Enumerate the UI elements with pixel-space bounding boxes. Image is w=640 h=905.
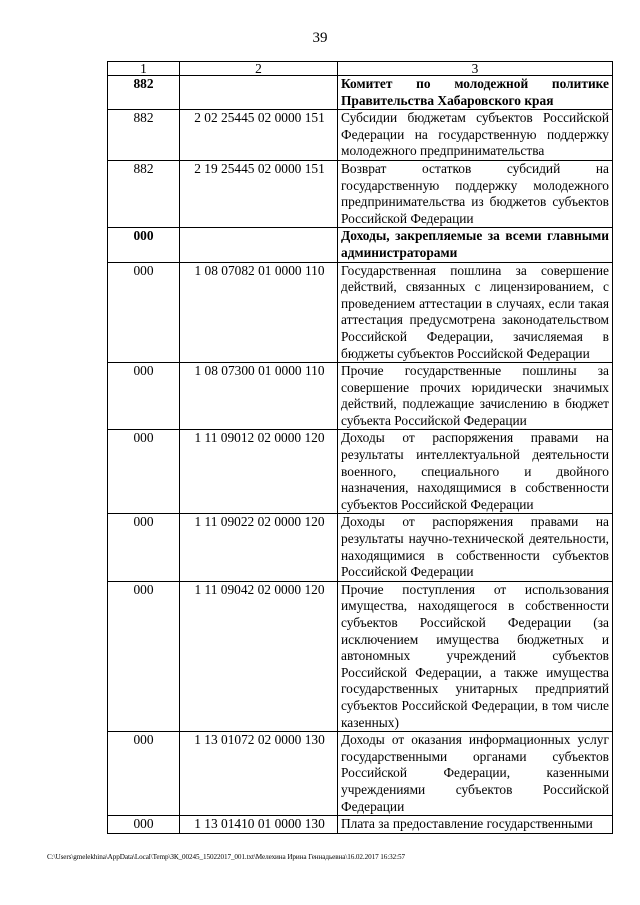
admin-code-cell: 000 [108, 363, 180, 430]
description-cell: Возврат остатков субсидий на государственную поддержку молодежного предпринимательства из бюджетов субъектов Российской Федерации [338, 160, 613, 227]
revenue-code-cell: 1 13 01072 02 0000 130 [180, 732, 338, 816]
revenue-code-cell: 1 08 07082 01 0000 110 [180, 262, 338, 363]
description-cell: Субсидии бюджетам субъектов Российской Федерации на государственную поддержку молодежного предпринимательства [338, 110, 613, 161]
description-cell: Доходы от распоряжения правами на результаты интеллектуальной деятельности военного, специального и двойного назначения, находящимися в собственности субъектов Российской Федерации [338, 430, 613, 514]
page-number: 39 [312, 30, 328, 46]
header-row [108, 62, 613, 76]
description-cell: Комитет по молодежной политике Правительства Хабаровского края [338, 76, 613, 110]
revenue-code-cell: 1 08 07300 01 0000 110 [180, 363, 338, 430]
table-row [108, 514, 613, 581]
revenue-codes-table [107, 61, 613, 834]
table-row [108, 76, 613, 110]
admin-code-cell: 000 [108, 514, 180, 581]
description-cell: Плата за предоставление государственными [338, 816, 613, 834]
file-path-footer: C:\Users\gmelekhina\AppData\Local\Temp\ЗК_00245_15022017_001.txt\Мелехина Ирина Геннадьевна\16.02.2017 16:32:57 [47, 853, 406, 861]
revenue-code-cell: 2 19 25445 02 0000 151 [180, 160, 338, 227]
column-header: 1 [108, 62, 180, 76]
revenue-code-cell: 2 02 25445 02 0000 151 [180, 110, 338, 161]
table-row [108, 262, 613, 363]
description-cell: Прочие поступления от использования имущества, находящегося в собственности субъектов Российской Федерации (за исключением имущества бюджетных и автономных учреждений субъектов Российской Федерации, а также имущества государственных унитарных предприятий субъектов Российской Федерации, в том числе казенных) [338, 581, 613, 731]
table-row [108, 430, 613, 514]
admin-code-cell: 000 [108, 262, 180, 363]
admin-code-cell: 000 [108, 816, 180, 834]
admin-code-cell: 882 [108, 76, 180, 110]
column-header: 3 [338, 62, 613, 76]
table-row [108, 816, 613, 834]
table-row [108, 228, 613, 262]
description-cell: Прочие государственные пошлины за совершение прочих юридически значимых действий, подлежащие зачислению в бюджет субъекта Российской Федерации [338, 363, 613, 430]
table-row [108, 160, 613, 227]
revenue-code-cell [180, 228, 338, 262]
description-cell: Государственная пошлина за совершение действий, связанных с лицензированием, с проведением аттестации в случаях, если такая аттестация предусмотрена законодательством Российской Федерации, зачисляемая в бюджеты субъектов Российской Федерации [338, 262, 613, 363]
description-cell: Доходы от оказания информационных услуг государственными органами субъектов Российской Федерации, казенными учреждениями субъектов Российской Федерации [338, 732, 613, 816]
table-row [108, 581, 613, 731]
column-header: 2 [180, 62, 338, 76]
revenue-code-cell: 1 13 01410 01 0000 130 [180, 816, 338, 834]
revenue-code-cell [180, 76, 338, 110]
table-row [108, 363, 613, 430]
description-cell: Доходы, закрепляемые за всеми главными администраторами [338, 228, 613, 262]
admin-code-cell: 000 [108, 732, 180, 816]
admin-code-cell: 882 [108, 110, 180, 161]
admin-code-cell: 000 [108, 581, 180, 731]
admin-code-cell: 882 [108, 160, 180, 227]
admin-code-cell: 000 [108, 430, 180, 514]
revenue-code-cell: 1 11 09012 02 0000 120 [180, 430, 338, 514]
revenue-code-cell: 1 11 09022 02 0000 120 [180, 514, 338, 581]
revenue-code-cell: 1 11 09042 02 0000 120 [180, 581, 338, 731]
table-row [108, 732, 613, 816]
description-cell: Доходы от распоряжения правами на результаты научно-технической деятельности, находящимися в собственности субъектов Российской Федерации [338, 514, 613, 581]
admin-code-cell: 000 [108, 228, 180, 262]
table-row [108, 110, 613, 161]
